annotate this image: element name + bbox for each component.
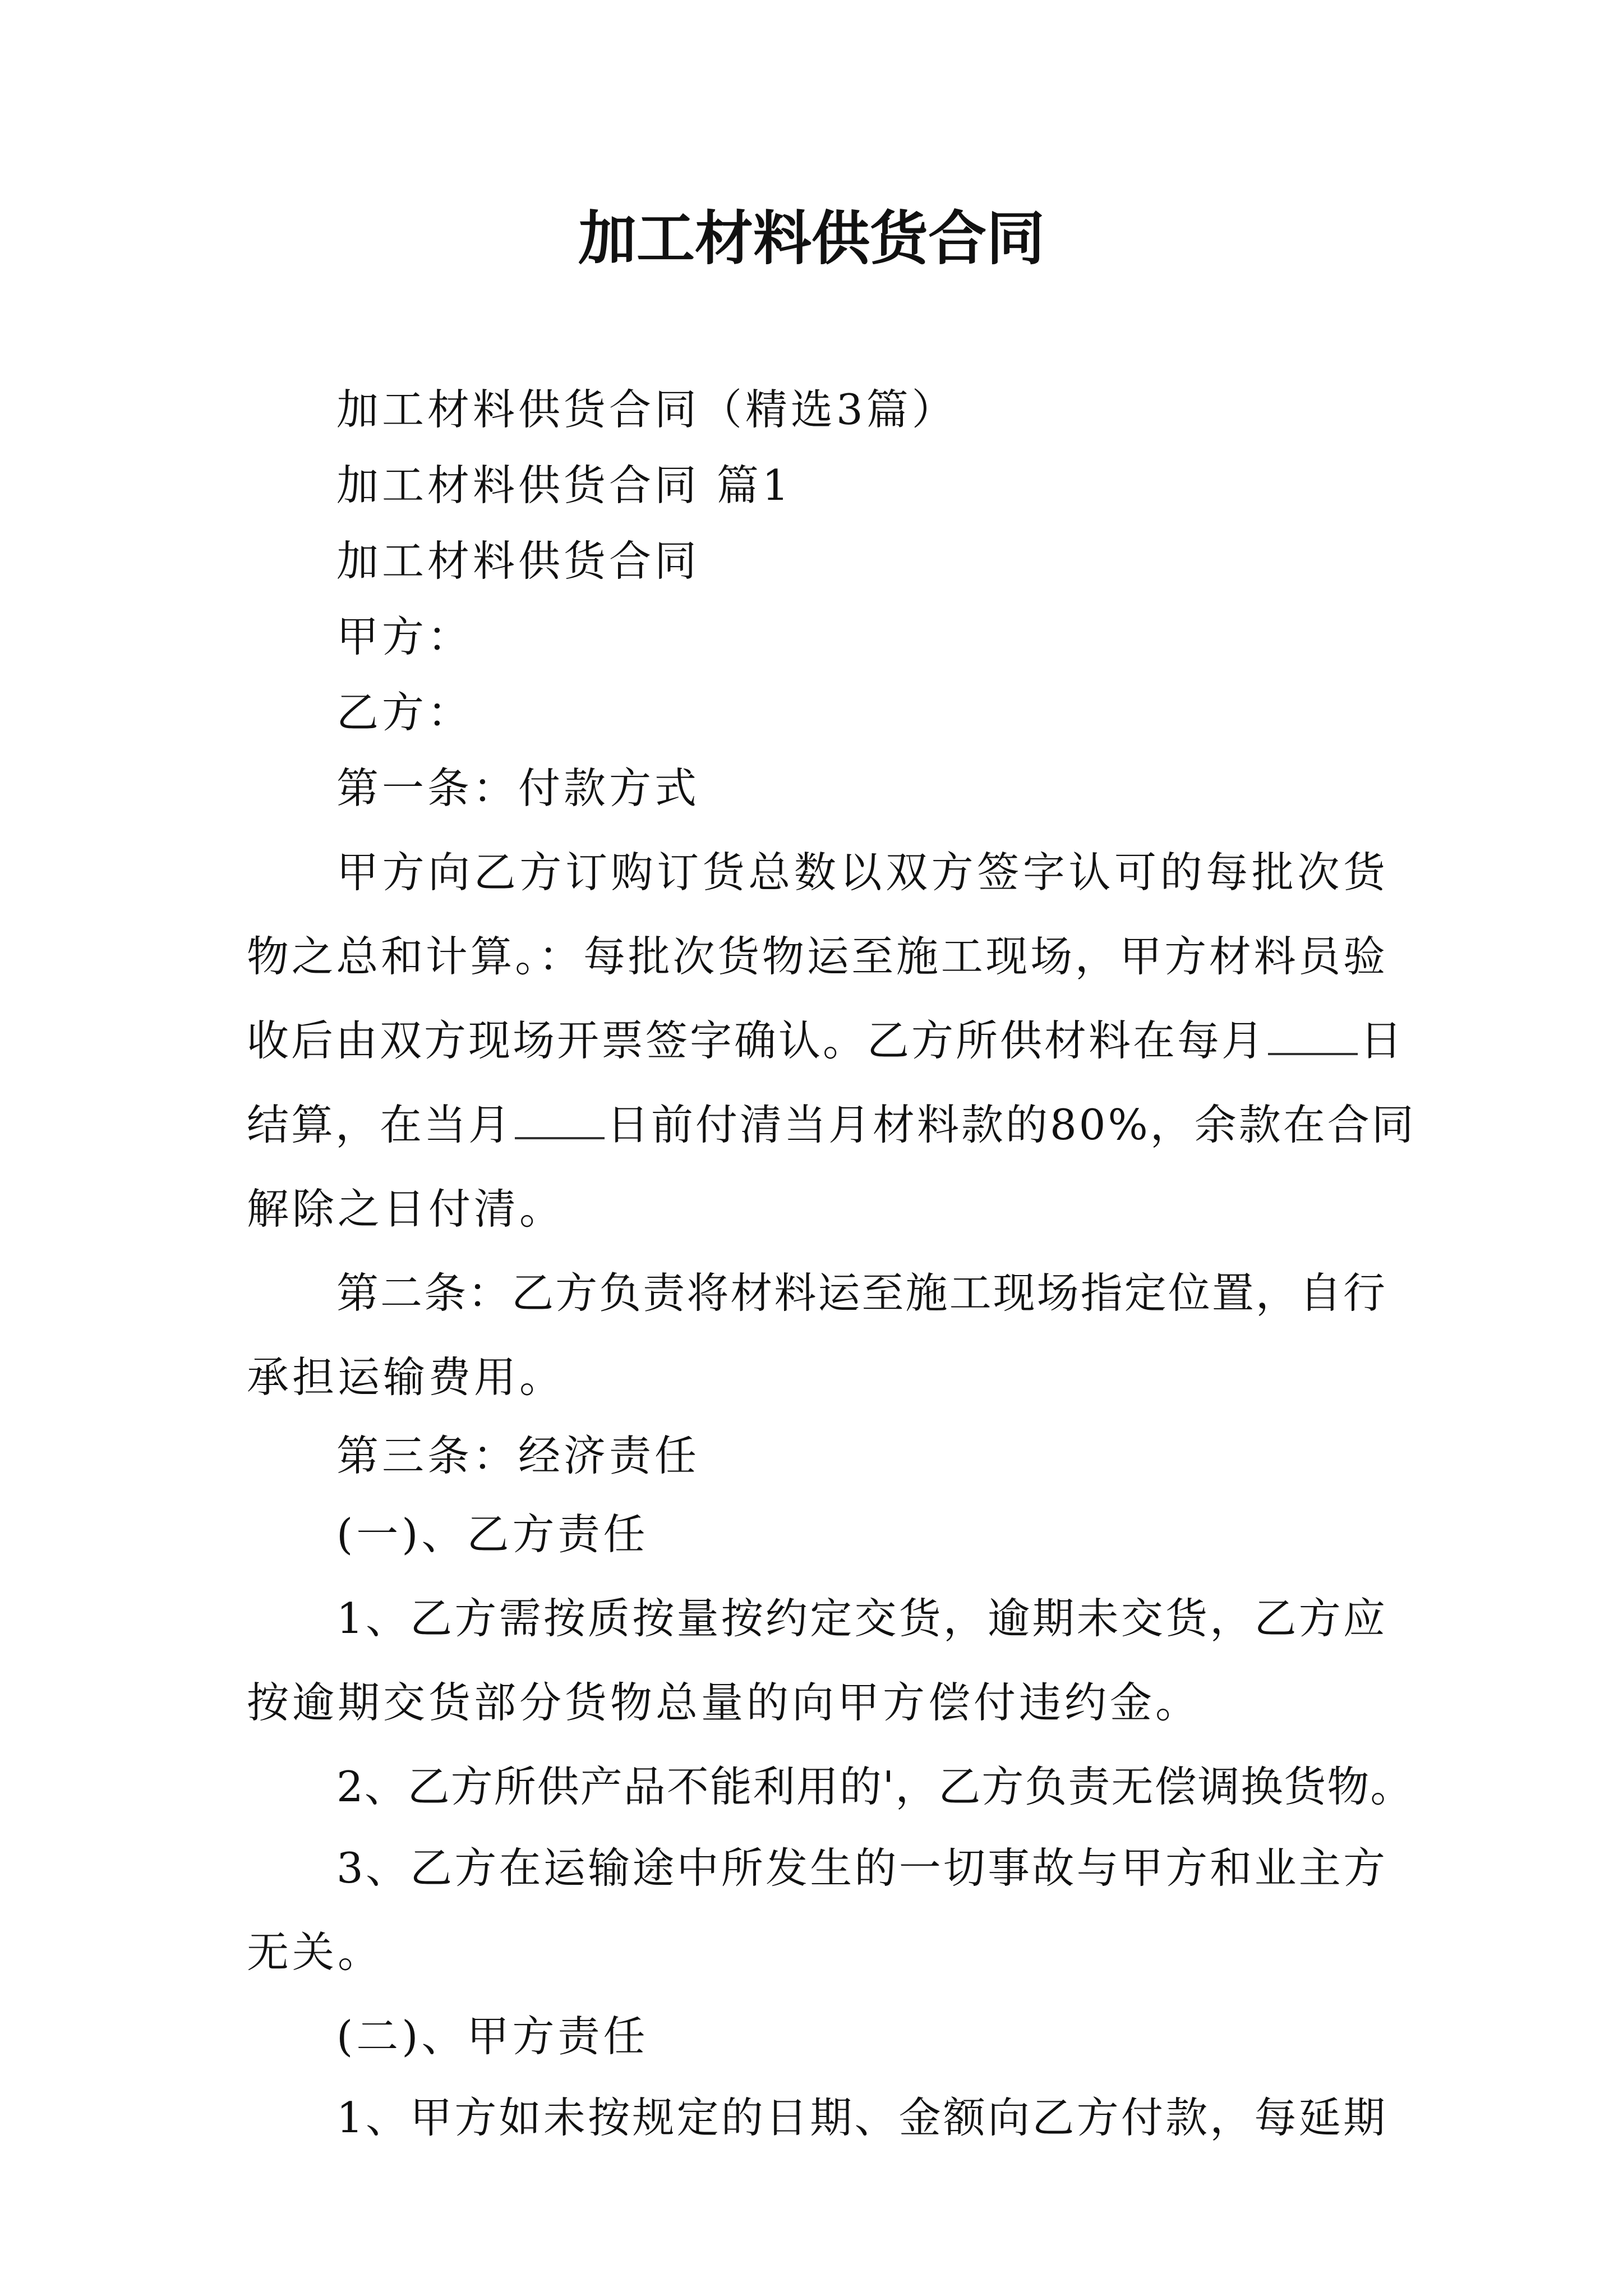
article1-line3 (247, 1013, 1405, 1069)
article1-line1: 甲方向乙方订购订货总数以双方签字认可的每批次货 (336, 848, 1385, 897)
party-b-label: 乙方： (336, 688, 473, 737)
article2-line1: 第二条：乙方负责将材料运至施工现场指定位置，自行 (336, 1268, 1385, 1318)
party-b-duty-heading: (一)、乙方责任 (336, 1510, 649, 1559)
b-duty2: 2、乙方所供产品不能利用的'，乙方负责无偿调换货物。 (336, 1762, 1414, 1811)
article1-line3-text: 收后由双方现场开票签字确认。乙方所供材料在每月 (247, 1016, 1266, 1065)
blank-day-field (515, 1135, 605, 1139)
a-duty1-line1: 1、甲方如未按规定的日期、金额向乙方付款，每延期 (336, 2093, 1385, 2142)
section-heading: 加工材料供货合同 篇1 (336, 461, 792, 510)
party-a-label: 甲方： (336, 612, 473, 661)
article1-line4-text: 结算，在当月 (247, 1100, 513, 1149)
blank-day-field (1268, 1051, 1358, 1055)
article1-line2: 物之总和计算。：每批次货物运至施工现场，甲方材料员验 (247, 932, 1385, 981)
article3-heading: 第三条：经济责任 (336, 1431, 700, 1480)
contract-name: 加工材料供货合同 (336, 536, 700, 586)
article1-line4-end: 日前付清当月材料款的80%，余款在合同 (607, 1100, 1416, 1149)
b-duty3-line2: 无关。 (247, 1927, 384, 1977)
party-a-duty-heading: (二)、甲方责任 (336, 2012, 649, 2061)
b-duty1-line1: 1、乙方需按质按量按约定交货，逾期未交货，乙方应 (336, 1594, 1385, 1643)
article1-heading: 第一条：付款方式 (336, 763, 700, 813)
subtitle: 加工材料供货合同（精选3篇） (336, 385, 957, 434)
b-duty3-line1: 3、乙方在运输途中所发生的一切事故与甲方和业主方 (336, 1843, 1385, 1893)
document-title: 加工材料供货合同 (578, 204, 1045, 273)
article1-line4 (247, 1097, 1416, 1153)
article1-line3-end: 日 (1360, 1016, 1405, 1065)
b-duty1-line2: 按逾期交货部分货物总量的向甲方偿付违约金。 (247, 1678, 1201, 1727)
article2-line2: 承担运输费用。 (247, 1352, 565, 1402)
article1-line5: 解除之日付清。 (247, 1184, 565, 1234)
